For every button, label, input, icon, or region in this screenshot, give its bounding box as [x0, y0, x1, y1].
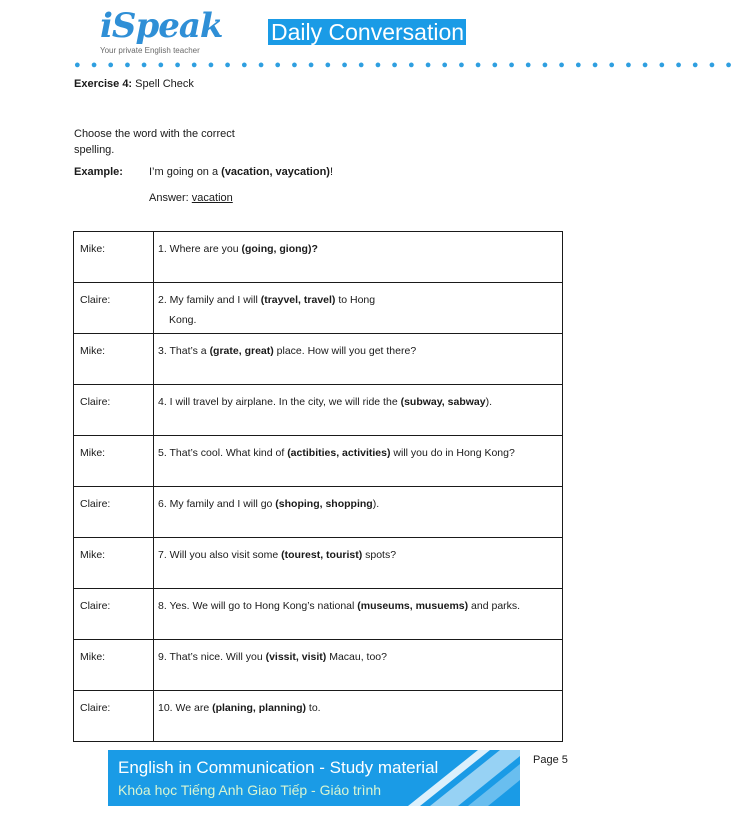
dialogue-line [154, 691, 563, 742]
spelling-choice: (actibities, activities) [287, 447, 391, 459]
dialogue-row [74, 589, 563, 640]
dialogue-line [154, 487, 563, 538]
spelling-choice: (subway, sabway [400, 396, 486, 408]
footer-title: English in Communication - Study material [118, 758, 439, 777]
footer-subtitle: Khóa học Tiếng Anh Giao Tiếp - Giáo trình [118, 782, 382, 798]
line-text-end: spots? [362, 549, 397, 561]
speaker-name: Mike: [74, 640, 154, 691]
line-text: 6. My family and I will go [158, 498, 276, 510]
example-choice: (vacation, vaycation) [221, 166, 330, 178]
ispeak-logo [100, 6, 223, 58]
dialogue-table [73, 231, 563, 742]
dialogue-line [154, 538, 563, 589]
spelling-choice: (museums, musuems) [357, 600, 469, 612]
line-text-end: and parks. [468, 600, 521, 612]
speaker-name: Claire: [74, 487, 154, 538]
dialogue-body [74, 232, 563, 742]
answer-value: vacation [191, 192, 233, 204]
logo-text: iSpeak [100, 6, 223, 46]
example-sentence [149, 166, 333, 178]
line-text: 9. That’s nice. Will you [158, 651, 266, 663]
spelling-choice: (trayvel, travel) [260, 294, 336, 306]
example-answer [149, 192, 233, 204]
spelling-choice: (shoping, shopping [275, 498, 373, 510]
line-text-end: to. [306, 702, 321, 714]
line-text-end: place. How will you get there? [273, 345, 417, 357]
spelling-choice: (planing, planning) [212, 702, 306, 714]
logo-tagline: Your private English teacher [100, 46, 200, 55]
speaker-name: Mike: [74, 538, 154, 589]
example-pre: I’m going on a [149, 166, 222, 178]
line-text-end: Macau, too? [326, 651, 387, 663]
line-text-end: will you do in Hong Kong? [390, 447, 515, 459]
speaker-name: Mike: [74, 334, 154, 385]
dialogue-row [74, 385, 563, 436]
instruction-text: Choose the word with the correct spelling. [74, 128, 235, 156]
speaker-name: Mike: [74, 232, 154, 283]
dialogue-row [74, 538, 563, 589]
dialogue-line [154, 334, 563, 385]
dialogue-line [154, 589, 563, 640]
answer-label: Answer: [149, 192, 192, 204]
dialogue-row [74, 436, 563, 487]
dialogue-row [74, 640, 563, 691]
line-text-end: to Hong [335, 294, 376, 306]
exercise-heading [74, 78, 194, 90]
dialogue-line [154, 640, 563, 691]
dialogue-row [74, 232, 563, 283]
line-text: 10. We are [158, 702, 213, 714]
document-title: Daily Conversation [268, 19, 466, 45]
line-text: 2. My family and I will [158, 294, 261, 306]
exercise-label: Exercise 4: [74, 78, 133, 90]
line-continuation: Kong. [169, 314, 197, 326]
speaker-name: Claire: [74, 589, 154, 640]
spelling-choice: (tourest, tourist) [281, 549, 363, 561]
line-text: 8. Yes. We will go to Hong Kong’s national [158, 600, 358, 612]
line-text: 5. That’s cool. What kind of [158, 447, 288, 459]
spelling-choice: (grate, great) [209, 345, 274, 357]
speaker-name: Claire: [74, 385, 154, 436]
dialogue-row [74, 334, 563, 385]
line-text: 3. That’s a [158, 345, 210, 357]
dialogue-line [154, 232, 563, 283]
exercise-name: Spell Check [135, 78, 194, 90]
footer-banner [108, 750, 520, 806]
dialogue-line [154, 283, 563, 334]
dotted-divider: ● ● ● ● ● ● ● ● ● ● ● ● ● ● ● ● ● ● ● ● ● ● ● ● ● ● ● ● ● ● ● ● ● ● ● ● ● ● ● ● [74, 59, 735, 71]
dialogue-row [74, 283, 563, 334]
dialogue-line [154, 436, 563, 487]
dialogue-row [74, 487, 563, 538]
speaker-name: Mike: [74, 436, 154, 487]
speaker-name: Claire: [74, 283, 154, 334]
line-text-end: ). [485, 396, 493, 408]
spelling-choice: (vissit, visit) [265, 651, 327, 663]
line-text: 7. Will you also visit some [158, 549, 282, 561]
line-text: 4. I will travel by airplane. In the city, we will ride the [158, 396, 401, 408]
spelling-choice: (going, giong)? [241, 243, 318, 255]
dialogue-row [74, 691, 563, 742]
line-text: 1. Where are you [158, 243, 242, 255]
example-label: Example: [74, 166, 123, 178]
page-number: Page 5 [533, 754, 568, 766]
line-text-end: ). [372, 498, 380, 510]
speaker-name: Claire: [74, 691, 154, 742]
dialogue-line [154, 385, 563, 436]
example-post: ! [329, 166, 334, 178]
